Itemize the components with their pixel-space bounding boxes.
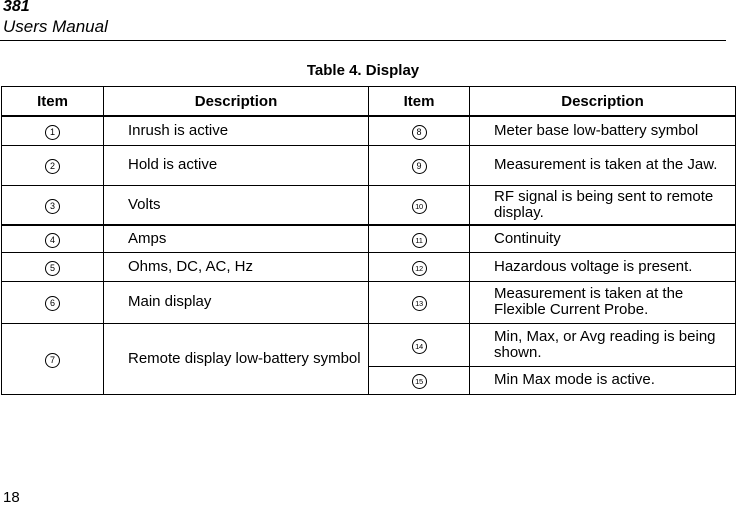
description-cell: Meter base low-battery symbol: [470, 116, 736, 145]
header-page-number: 381: [3, 0, 30, 15]
item-number-cell: [369, 225, 470, 252]
item-number-cell: [369, 145, 470, 185]
description-cell: Main display: [104, 281, 369, 323]
column-header-description: Description: [104, 87, 369, 117]
description-cell: Hazardous voltage is present.: [470, 252, 736, 281]
item-number-cell: [2, 185, 104, 225]
display-table: [1, 86, 736, 395]
item-number-cell: [2, 281, 104, 323]
description-cell: Volts: [104, 185, 369, 225]
description-cell: RF signal is being sent to remote display.: [470, 185, 736, 225]
circled-number: 15: [412, 374, 427, 389]
description-cell: Measurement is taken at the Jaw.: [470, 145, 736, 185]
item-number-cell: [369, 323, 470, 366]
circled-number: 2: [45, 159, 60, 174]
circled-number: 10: [412, 199, 427, 214]
table-row: [2, 185, 736, 225]
description-cell: Measurement is taken at the Flexible Current Probe.: [470, 281, 736, 323]
table-row: [2, 323, 736, 366]
table-row: [2, 281, 736, 323]
table-row: [2, 225, 736, 252]
circled-number: 11: [412, 233, 427, 248]
circled-number: 7: [45, 353, 60, 368]
circled-number: 5: [45, 261, 60, 276]
item-number-cell: [2, 323, 104, 394]
item-number-cell: [369, 116, 470, 145]
description-cell: Inrush is active: [104, 116, 369, 145]
item-number-cell: [369, 281, 470, 323]
item-number-cell: [2, 252, 104, 281]
footer-page-number: 18: [3, 489, 20, 506]
description-cell: Ohms, DC, AC, Hz: [104, 252, 369, 281]
item-number-cell: [369, 366, 470, 394]
circled-number: 1: [45, 125, 60, 140]
circled-number: 12: [412, 261, 427, 276]
circled-number: 13: [412, 296, 427, 311]
table-row: [2, 252, 736, 281]
circled-number: 9: [412, 159, 427, 174]
column-header-item: Item: [369, 87, 470, 117]
column-header-item: Item: [2, 87, 104, 117]
item-number-cell: [2, 225, 104, 252]
circled-number: 8: [412, 125, 427, 140]
description-cell: Min Max mode is active.: [470, 366, 736, 394]
table-caption: Table 4. Display: [306, 62, 420, 79]
table-row: [2, 145, 736, 185]
item-number-cell: [2, 116, 104, 145]
item-number-cell: [369, 252, 470, 281]
description-cell: Amps: [104, 225, 369, 252]
table-header-row: [2, 87, 736, 117]
description-cell: Min, Max, or Avg reading is being shown.: [470, 323, 736, 366]
table-row: [2, 116, 736, 145]
item-number-cell: [2, 145, 104, 185]
description-cell: Remote display low-battery symbol: [104, 323, 369, 394]
circled-number: 6: [45, 296, 60, 311]
manual-title: Users Manual: [3, 17, 108, 36]
column-header-description: Description: [470, 87, 736, 117]
header-rule: [0, 40, 726, 41]
description-cell: Hold is active: [104, 145, 369, 185]
circled-number: 3: [45, 199, 60, 214]
description-cell: Continuity: [470, 225, 736, 252]
item-number-cell: [369, 185, 470, 225]
circled-number: 14: [412, 339, 427, 354]
circled-number: 4: [45, 233, 60, 248]
